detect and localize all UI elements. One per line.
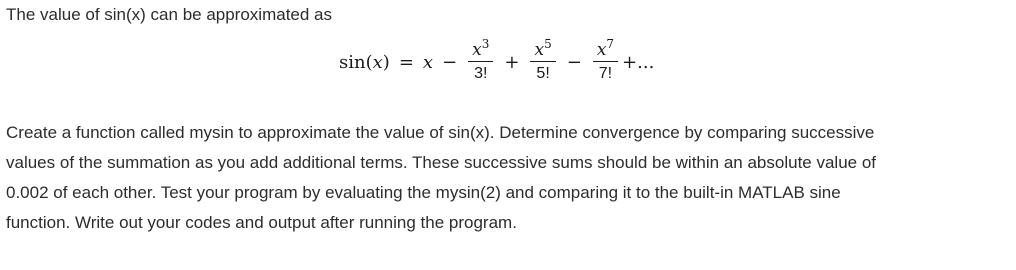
function-variable: x [372,51,383,73]
numerator-exponent: 7 [606,37,615,51]
series-fraction [593,37,618,84]
fraction-numerator [530,37,555,61]
fraction-numerator [593,37,618,61]
problem-line: function. Write out your codes and output after running the program. [6,213,517,232]
close-paren: ) [382,51,390,73]
problem-line: Create a function called mysin to approximate the value of sin(x). Determine convergence by comparing successive [6,123,875,142]
series-fraction [530,37,555,84]
problem-line: values of the summation as you add additional terms. These successive sums should be within an absolute value of [6,153,877,172]
numerator-exponent: 5 [544,37,552,51]
term-operator: − [566,51,582,73]
numerator-variable: x [596,40,607,60]
equals-sign: = [398,51,414,73]
numerator-variable: x [472,40,482,60]
fraction-denominator: 3! [474,65,488,82]
function-name: sin [339,51,366,73]
open-paren: ( [365,51,373,73]
sine-series-formula [339,30,654,94]
fraction-denominator: 7! [598,65,613,82]
intro-text: The value of sin(x) can be approximated as [6,5,333,24]
numerator-variable: x [534,40,545,60]
term-operator: − [442,51,458,73]
fraction-numerator [468,37,493,61]
series-continuation: +... [622,51,655,73]
series-fraction [468,37,493,84]
fraction-denominator: 5! [536,65,550,82]
problem-statement [6,118,1012,238]
term-operator: + [504,51,520,73]
problem-line: 0.002 of each other. Test your program by evaluating the mysin(2) and comparing it to the built-in MATLAB sine [6,183,841,202]
numerator-exponent: 3 [481,37,490,51]
first-term: x [422,51,434,73]
